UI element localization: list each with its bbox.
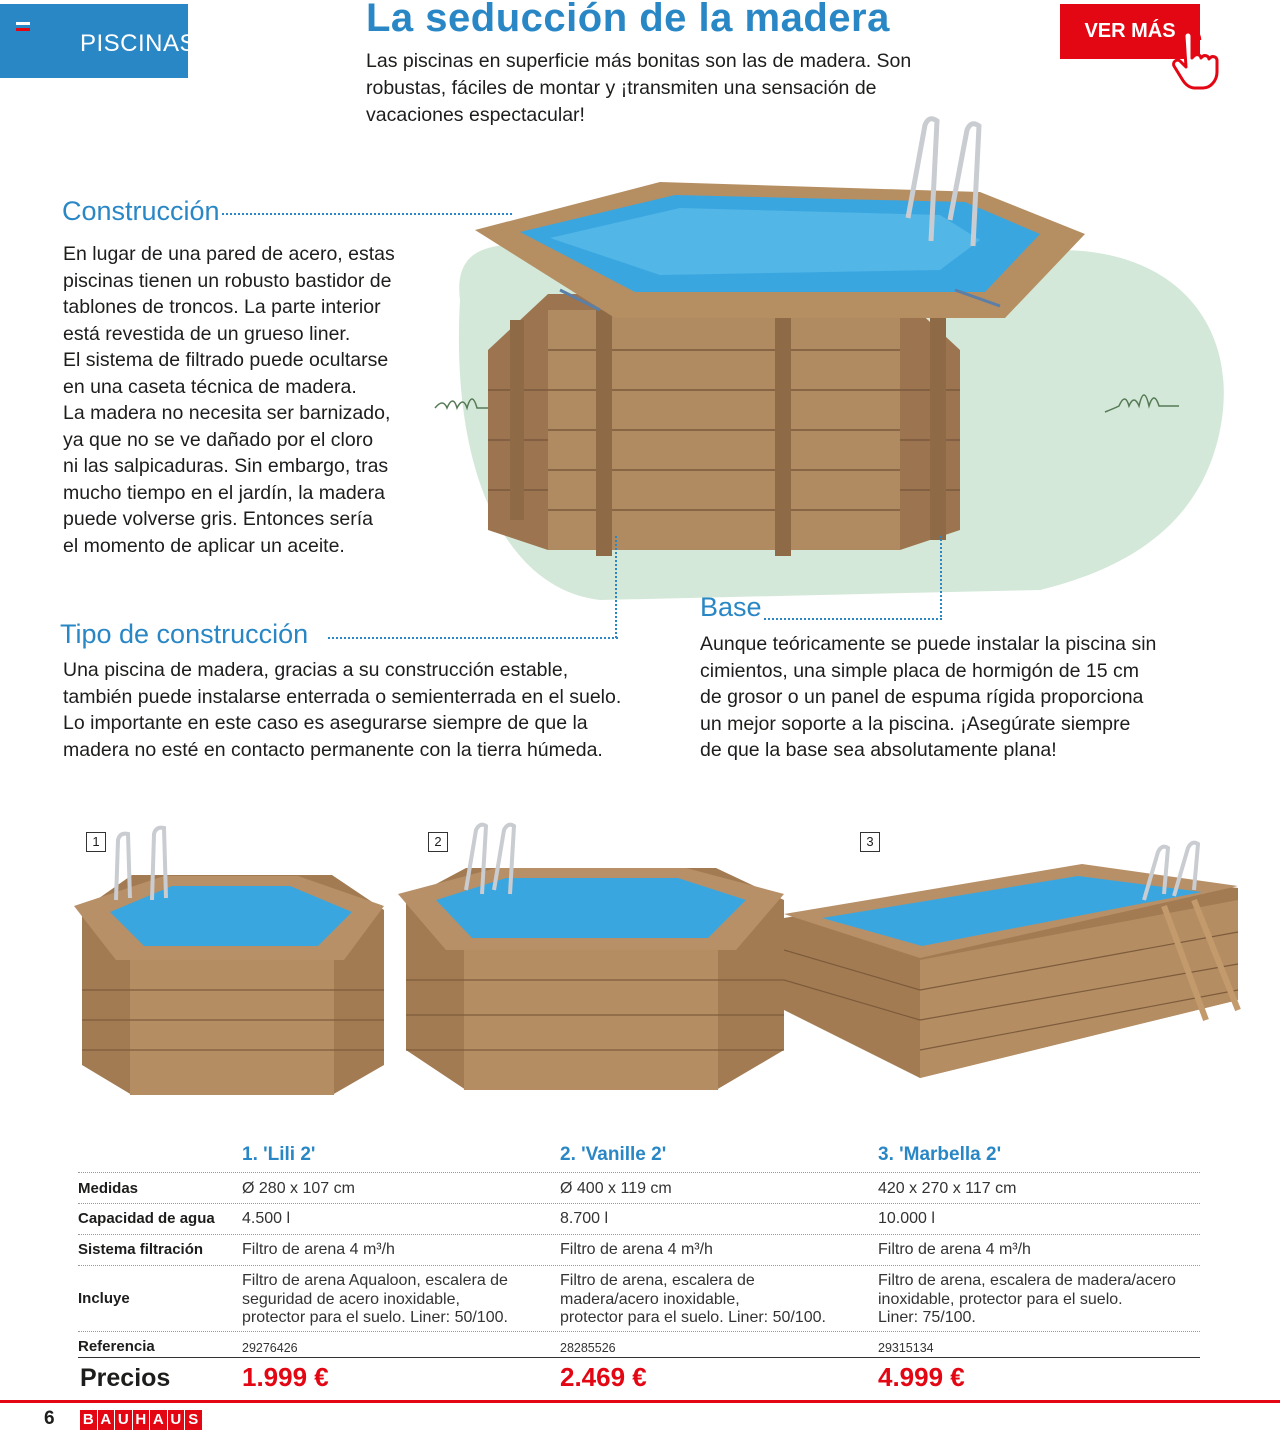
leader-line	[940, 536, 942, 620]
row-header: Medidas	[78, 1180, 139, 1197]
row-header: Incluye	[78, 1290, 130, 1307]
bauhaus-logo[interactable]	[80, 1410, 202, 1430]
flag-icon	[16, 22, 30, 31]
column-title: 1. 'Lili 2'	[242, 1144, 316, 1165]
row-header: Precios	[80, 1364, 171, 1392]
product-image-marbella[interactable]	[782, 840, 1242, 1080]
logo-letter: U	[168, 1410, 185, 1430]
tipo-construccion-title: Tipo de construcción	[60, 619, 309, 649]
base-text: Aunque teóricamente se puede instalar la piscina sin cimientos, una simple placa de hormigón de 15 cm de grosor o un panel de espuma rígida proporciona un mejor soporte a la piscina. ¡Asegúrate siempre de que la base sea absolutamente plana!	[700, 633, 1157, 761]
leader-line	[328, 637, 618, 639]
cell: 28285526	[560, 1341, 616, 1355]
price: 1.999 €	[242, 1362, 329, 1392]
logo-letter: A	[150, 1410, 167, 1430]
product-number-badge: 2	[428, 832, 448, 852]
table-row	[78, 1332, 1200, 1356]
price: 2.469 €	[560, 1362, 647, 1392]
cell: 8.700 l	[560, 1210, 609, 1227]
base-title: Base	[700, 592, 762, 622]
construccion-text: En lugar de una pared de acero, estas piscinas tienen un robusto bastidor de tablones de troncos. La parte interior está revestida de un grueso liner. El sistema de filtrado puede ocultarse en una caseta técnica de madera. La madera no necesita ser barnizado, ya que no se ve dañado por el cloro ni las salpicaduras. Sin embargo, tras mucho tiempo en el jardín, la madera puede volverse gris. Entonces sería el momento de aplicar un aceite.	[63, 243, 395, 557]
row-header: Sistema filtración	[78, 1241, 204, 1258]
product-image-vanille[interactable]	[396, 820, 788, 1100]
price: 4.999 €	[878, 1362, 965, 1392]
price-row	[78, 1357, 1200, 1397]
hero-pool-image	[420, 100, 1240, 640]
column-title: 2. 'Vanille 2'	[560, 1144, 667, 1165]
section-tab-label: PISCINAS	[80, 30, 197, 57]
footer-divider	[0, 1400, 1280, 1403]
pointing-hand-icon	[1170, 30, 1226, 92]
cell: 420 x 270 x 117 cm	[878, 1180, 1017, 1197]
cell: 29315134	[878, 1341, 934, 1355]
column-title: 3. 'Marbella 2'	[878, 1144, 1002, 1165]
table-row	[78, 1266, 1200, 1332]
cell: Ø 280 x 107 cm	[242, 1180, 355, 1197]
cell: Ø 400 x 119 cm	[560, 1180, 672, 1197]
table-row	[78, 1172, 1200, 1204]
logo-letter: B	[80, 1410, 97, 1430]
product-number-badge: 3	[860, 832, 880, 852]
logo-letter: A	[98, 1410, 115, 1430]
logo-letter: U	[115, 1410, 132, 1430]
table-row	[78, 1235, 1200, 1266]
product-number-badge: 1	[86, 832, 106, 852]
cell: 10.000 l	[878, 1210, 935, 1227]
logo-letter: S	[185, 1410, 202, 1430]
leader-line	[764, 618, 942, 620]
tipo-construccion-text: Una piscina de madera, gracias a su construcción estable, también puede instalarse enterrada o semienterrada en el suelo. Lo importante en este caso es asegurarse siempre de que la madera no esté en contacto permanente con la tierra húmeda.	[63, 659, 622, 761]
cell: 4.500 l	[242, 1210, 291, 1227]
row-header: Capacidad de agua	[78, 1210, 215, 1227]
intro-text: Las piscinas en superficie más bonitas son las de madera. Son robustas, fáciles de montar y ¡transmiten una sensación de vacaciones espectacular!	[366, 50, 912, 126]
cell: 29276426	[242, 1341, 298, 1355]
leader-line	[222, 213, 512, 215]
row-header: Referencia	[78, 1338, 155, 1355]
cell: Filtro de arena 4 m³/h	[242, 1241, 395, 1258]
cell: Filtro de arena Aqualoon, escalera de seguridad de acero inoxidable, protector para el suelo. Liner: 50/100.	[242, 1272, 508, 1326]
ver-mas-button[interactable]: VER MÁS	[1060, 4, 1200, 59]
cell: Filtro de arena 4 m³/h	[878, 1241, 1031, 1258]
leader-line	[615, 536, 617, 638]
cell: Filtro de arena 4 m³/h	[560, 1241, 713, 1258]
logo-letter: H	[133, 1410, 150, 1430]
page-number: 6	[44, 1408, 55, 1429]
product-image-lili[interactable]	[72, 820, 388, 1100]
cell: Filtro de arena, escalera de madera/acero inoxidable, protector para el suelo. Liner: 50/100.	[560, 1272, 826, 1326]
table-row	[78, 1204, 1200, 1235]
construccion-title: Construcción	[62, 196, 220, 226]
section-tab[interactable]	[0, 4, 197, 78]
page-title: La seducción de la madera	[366, 0, 890, 40]
cell: Filtro de arena, escalera de madera/acero inoxidable, protector para el suelo. Liner: 75/100.	[878, 1272, 1176, 1326]
